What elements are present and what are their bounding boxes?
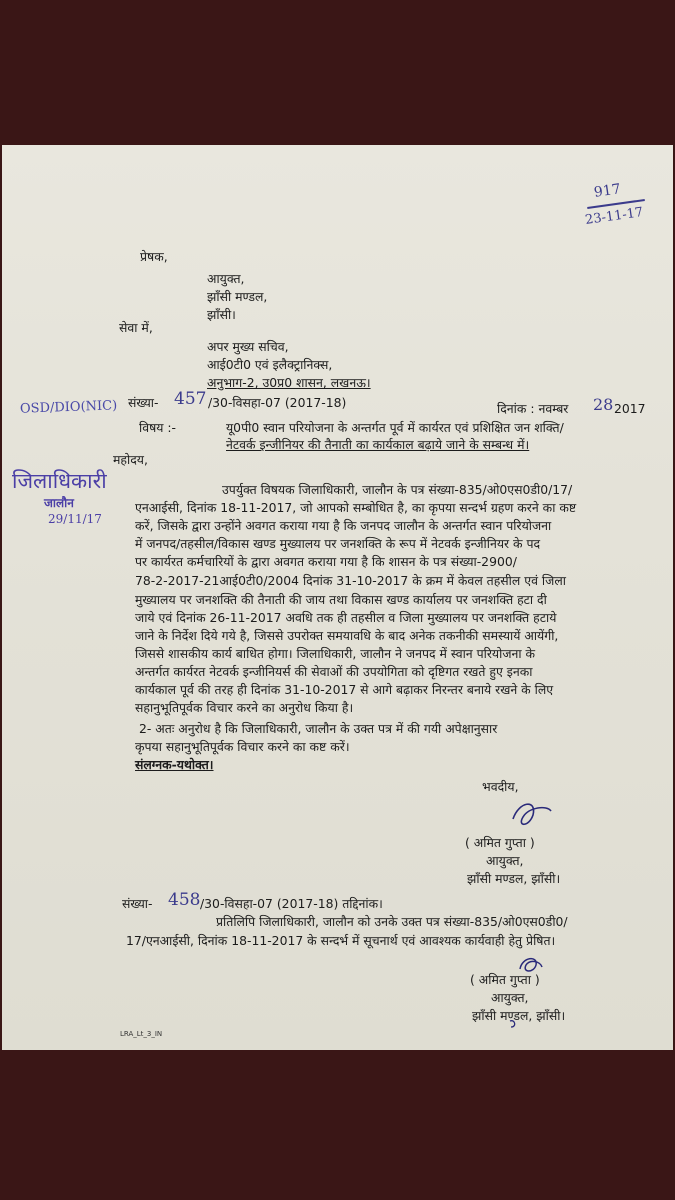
body-line-11: अन्तर्गत कार्यरत नेटवर्क इन्जीनियर्स की सेवाओं की उपयोगिता को दृष्टिगत रखते हुए इनका <box>135 664 533 679</box>
subject-label: विषय :- <box>139 420 177 435</box>
reference-year: 2017 <box>614 401 646 416</box>
dm-stamp-title: जिलाधिकारी <box>12 469 107 493</box>
recipient-line-1: अपर मुख्य सचिव, <box>207 339 289 354</box>
top-background <box>0 0 675 145</box>
recipient-line-3: अनुभाग-2, उ0प्र0 शासन, लखनऊ। <box>207 375 371 390</box>
sender-label: प्रेषक, <box>140 249 168 264</box>
body-line-6: 78-2-2017-21आई0टी0/2004 दिनांक 31-10-2017 के क्रम में केवल तहसील एवं जिला <box>135 573 566 588</box>
closing: भवदीय, <box>482 779 519 794</box>
signature-2-designation: आयुक्त, <box>491 990 529 1005</box>
body-line-4: में जनपद/तहसील/विकास खण्ड मुख्यालय पर जनशक्ति के रूप में नेटवर्क इन्जीनियर के पद <box>135 536 541 551</box>
body-line-10: जिससे शासकीय कार्य बाधित होगा। जिलाधिकारी, जालौन ने जनपद में स्वान परियोजना के <box>135 646 536 661</box>
body-line-3: करें, जिसके द्वारा उन्होंने अवगत कराया गया है कि जनपद जालौन के अन्तर्गत स्वान परियोजना <box>135 518 552 533</box>
body-line-2: एनआईसी, दिनांक 18-11-2017, जो आपको सम्बोधित है, का कृपया सन्दर्भ ग्रहण करने का कष्ट <box>135 500 577 515</box>
margin-scribble-mark <box>507 1017 521 1031</box>
signature-1-scribble <box>507 797 557 835</box>
copy-line-2: 17/एनआईसी, दिनांक 18-11-2017 के सन्दर्भ में सूचनार्थ एवं आवश्यक कार्यवाही हेतु प्रेषित। <box>126 933 556 948</box>
sender-line-1: आयुक्त, <box>207 271 245 286</box>
recipient-line-2: आई0टी0 एवं इलैक्ट्रानिक्स, <box>207 357 333 372</box>
copy-line-1: प्रतिलिपि जिलाधिकारी, जालौन को उनके उक्त पत्र संख्या-835/ओ0एस0डी0/ <box>216 914 568 929</box>
signature-2-name: ( अमित गुप्ता ) <box>470 972 540 987</box>
body-line-5: पर कार्यरत कर्मचारियों के द्वारा अवगत कराया गया है कि शासन के पत्र संख्या-2900/ <box>135 554 517 569</box>
letter-page <box>2 145 673 1050</box>
reference-handwritten-day: 28 <box>593 395 614 414</box>
signature-2-office: झाँसी मण्डल, झाँसी। <box>472 1008 566 1023</box>
bottom-background <box>0 1050 675 1200</box>
subject-line-1: यू0पी0 स्वान परियोजना के अन्तर्गत पूर्व में कार्यरत एवं प्रशिक्षित जन शक्ति/ <box>226 420 564 435</box>
reference2-prefix: संख्या- <box>122 896 153 911</box>
body-line-7: मुख्यालय पर जनशक्ति की तैनाती की जाय तथा विकास खण्ड कार्यालय पर जनशक्ति हटा दी <box>135 592 547 607</box>
receipt-date: 23-11-17 <box>584 205 645 228</box>
para2-line-1: 2- अतः अनुरोध है कि जिलाधिकारी, जालौन के उक्त पत्र में की गयी अपेक्षानुसार <box>139 721 498 736</box>
reference-date-prefix: दिनांक : नवम्बर <box>497 401 569 416</box>
reference2-suffix: /30-विसहा-07 (2017-18) तद्दिनांक। <box>200 896 383 911</box>
reference-suffix: /30-विसहा-07 (2017-18) <box>208 395 347 410</box>
subject-line-2: नेटवर्क इन्जीनियर की तैनाती का कार्यकाल बढ़ाये जाने के सम्बन्ध में। <box>226 437 530 452</box>
signature-1-designation: आयुक्त, <box>486 853 524 868</box>
to-label: सेवा में, <box>119 320 153 335</box>
reference2-handwritten-number: 458 <box>168 890 201 910</box>
body-line-12: कार्यकाल पूर्व की तरह ही दिनांक 31-10-2017 से आगे बढ़ाकर निरन्तर बनाये रखने के लिए <box>135 682 554 697</box>
sender-line-3: झाँसी। <box>207 307 236 322</box>
sender-line-2: झाँसी मण्डल, <box>207 289 268 304</box>
receipt-number: 917 <box>593 181 622 201</box>
body-line-9: जाने के निर्देश दिये गये है, जिससे उपरोक्त समयावधि के बाद अनेक तकनीकी समस्यायें आयेंगी, <box>135 628 559 643</box>
reference-prefix: संख्या- <box>128 395 159 410</box>
enclosure: संलग्नक-यथोक्त। <box>135 757 214 772</box>
para2-line-2: कृपया सहानुभूतिपूर्वक विचार करने का कष्ट करें। <box>135 739 350 754</box>
dm-stamp-date: 29/11/17 <box>48 512 102 526</box>
footer-code: LRA_Lt_3_IN <box>120 1030 163 1038</box>
signature-1-office: झाँसी मण्डल, झाँसी। <box>467 871 561 886</box>
signature-1-name: ( अमित गुप्ता ) <box>465 835 535 850</box>
body-line-13: सहानुभूतिपूर्वक विचार करने का अनुरोध किया है। <box>135 700 354 715</box>
dm-stamp-place: जालौन <box>44 496 74 510</box>
salutation: महोदय, <box>113 452 148 467</box>
osd-handwritten-note: OSD/DIO(NIC) <box>19 398 118 417</box>
body-line-1: उपर्युक्त विषयक जिलाधिकारी, जालौन के पत्र संख्या-835/ओ0एस0डी0/17/ <box>222 482 573 497</box>
reference-handwritten-number: 457 <box>174 389 207 409</box>
body-line-8: जाये एवं दिनांक 26-11-2017 अवधि तक ही तहसील व जिला मुख्यालय पर जनशक्ति हटाये <box>135 610 557 625</box>
